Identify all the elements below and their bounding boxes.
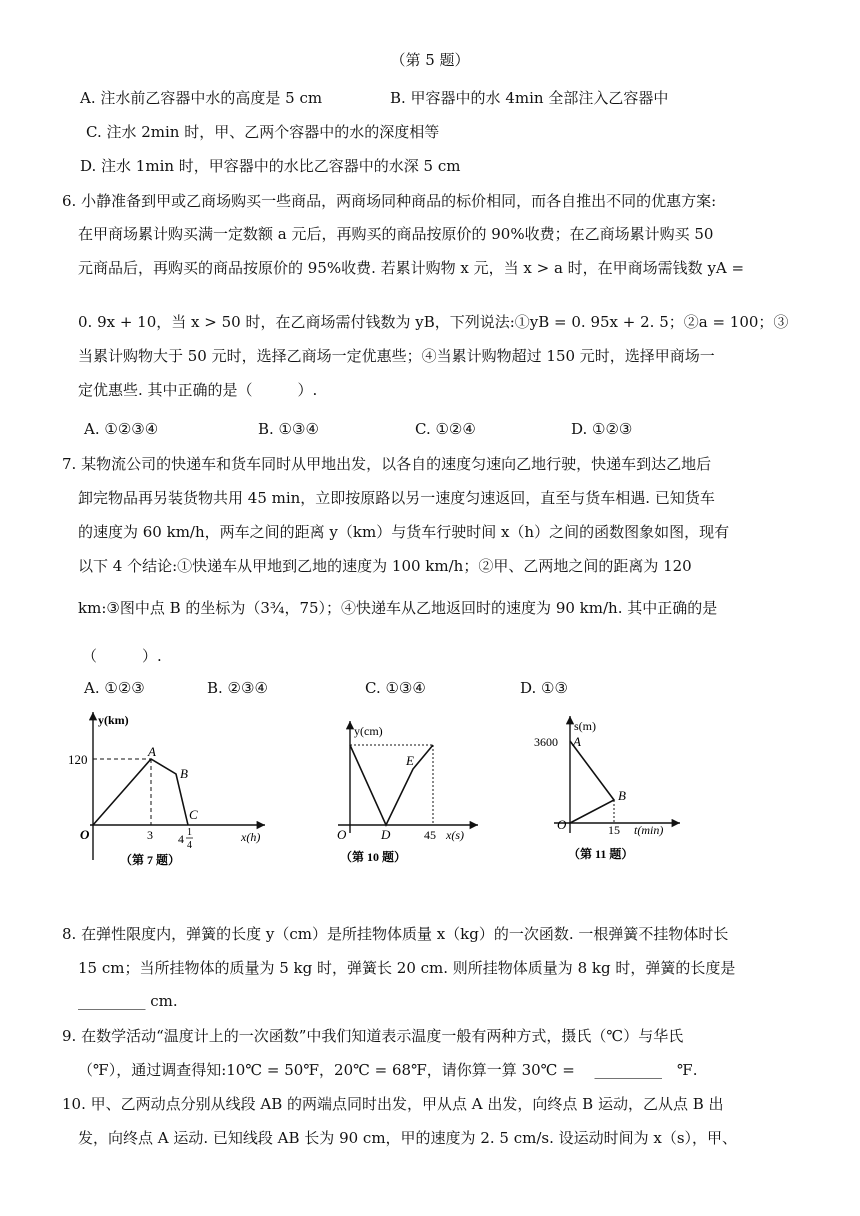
fig7-point-a: A xyxy=(148,744,156,759)
fig7-x3: 3 xyxy=(147,828,153,842)
fig7-y120: 120 xyxy=(68,752,88,767)
fig7-x4: 4 xyxy=(178,832,184,846)
fig10-x45: 45 xyxy=(424,828,436,842)
fig7-graph-line xyxy=(93,759,188,825)
q5-option-a: A. 注水前乙容器中水的高度是 5 cm xyxy=(80,89,323,107)
q7-line-2: 卸完物品再另装货物共用 45 min，立即按原路以另一速度匀速返回，直至与货车相遇. 已知货车 xyxy=(78,489,715,507)
fig10-xlabel: x(s) xyxy=(446,828,464,842)
q6-line-1: 6. 小静准备到甲或乙商场购买一些商品，两商场同种商品的标价相同，而各自推出不同的优惠方案: xyxy=(62,192,717,210)
q9-line-2: （℉），通过调查得知:10℃ = 50℉，20℃ = 68℉，请你算一算 30℃ = _________ ℉. xyxy=(78,1061,698,1079)
q10-line-2: 发，向终点 A 运动. 已知线段 AB 长为 90 cm，甲的速度为 2. 5 cm/s. 设运动时间为 x（s），甲、 xyxy=(78,1129,738,1147)
q6-line-3: 元商品后，再购买的商品按原价的 95%收费. 若累计购物 x 元，当 x > a 时，在甲商场需钱数 yA = xyxy=(78,259,745,277)
figure-10 xyxy=(320,715,510,875)
q6-line-2: 在甲商场累计购买满一定数额 a 元后，再购买的商品按原价的 90%收费；在乙商场累计购买 50 xyxy=(78,225,714,243)
fig11-point-b: B xyxy=(618,788,626,803)
fig11-x15: 15 xyxy=(608,823,620,837)
q6-line-5: 当累计购物大于 50 元时，选择乙商场一定优惠些；④当累计购物超过 150 元时，选择甲商场一 xyxy=(78,347,715,365)
q8-line-2: 15 cm；当所挂物体的质量为 5 kg 时，弹簧长 20 cm. 则所挂物体质量为 8 kg 时，弹簧的长度是 xyxy=(78,959,736,977)
q6-line-4: 0. 9x + 10，当 x > 50 时，在乙商场需付钱数为 yB，下列说法:①yB = 0. 95x + 2. 5；②a = 100；③ xyxy=(78,313,789,331)
q7-line-5: km:③图中点 B 的坐标为（3¾，75）；④快递车从乙地返回时的速度为 90 km/h. 其中正确的是 xyxy=(78,599,718,617)
q7-line-6: （ ）. xyxy=(82,647,162,665)
figure-7 xyxy=(60,700,280,875)
fig11-origin: O xyxy=(557,817,567,832)
fig10-graph-line xyxy=(350,745,433,825)
fig7-frac-den: 4 xyxy=(187,840,192,851)
fig11-xlabel: t(min) xyxy=(634,823,664,837)
fig11-point-a: A xyxy=(573,734,581,749)
fig7-origin: O xyxy=(80,827,90,842)
fig10-point-e: E xyxy=(406,753,414,768)
fig10-caption: （第 10 题） xyxy=(340,850,407,864)
fig11-y3600: 3600 xyxy=(534,735,558,749)
fig10-point-d: D xyxy=(381,827,391,842)
fig7-point-c: C xyxy=(189,807,198,822)
q6-option-b: B. ①③④ xyxy=(258,420,319,438)
q7-option-a: A. ①②③ xyxy=(84,679,145,697)
fig7-ylabel: y(km) xyxy=(98,713,129,727)
fig7-xlabel: x(h) xyxy=(241,830,261,844)
q7-option-b: B. ②③④ xyxy=(207,679,268,697)
q7-line-1: 7. 某物流公司的快递车和货车同时从甲地出发，以各自的速度匀速向乙地行驶，快递车到达乙地后 xyxy=(62,455,712,473)
q10-line-1: 10. 甲、乙两动点分别从线段 AB 的两端点同时出发，甲从点 A 出发，向终点 B 运动，乙从点 B 出 xyxy=(62,1095,724,1113)
q6-option-c: C. ①②④ xyxy=(415,420,476,438)
q7-option-d: D. ①③ xyxy=(520,679,568,697)
fig7-caption: （第 7 题） xyxy=(120,853,181,867)
q9-line-1: 9. 在数学活动“温度计上的一次函数”中我们知道表示温度一般有两种方式，摄氏（℃）与华氏 xyxy=(62,1027,684,1045)
q7-option-c: C. ①③④ xyxy=(365,679,426,697)
q5-option-b: B. 甲容器中的水 4min 全部注入乙容器中 xyxy=(390,89,669,107)
q5-option-d: D. 注水 1min 时，甲容器中的水比乙容器中的水深 5 cm xyxy=(80,157,461,175)
q8-line-3: _________ cm. xyxy=(78,992,178,1010)
q5-caption: （第 5 题） xyxy=(390,51,470,69)
fig10-origin: O xyxy=(337,827,347,842)
fig10-ylabel: y(cm) xyxy=(354,724,383,738)
q8-line-1: 8. 在弹性限度内，弹簧的长度 y（cm）是所挂物体质量 x（kg）的一次函数. 一根弹簧不挂物体时长 xyxy=(62,925,729,943)
q6-option-d: D. ①②③ xyxy=(571,420,633,438)
q7-line-4: 以下 4 个结论:①快递车从甲地到乙地的速度为 100 km/h；②甲、乙两地之间的距离为 120 xyxy=(78,557,692,575)
figure-11 xyxy=(530,708,700,868)
fig11-caption: （第 11 题） xyxy=(568,847,634,861)
q5-option-c: C. 注水 2min 时，甲、乙两个容器中的水的深度相等 xyxy=(86,123,440,141)
q7-line-3: 的速度为 60 km/h，两车之间的距离 y（km）与货车行驶时间 x（h）之间的函数图象如图，现有 xyxy=(78,523,730,541)
fig11-graph-line xyxy=(570,741,614,823)
fig11-ylabel: s(m) xyxy=(574,719,596,733)
fig7-point-b: B xyxy=(180,766,188,781)
fig7-frac-num: 1 xyxy=(187,827,192,838)
q6-line-6: 定优惠些. 其中正确的是（ ）. xyxy=(78,381,318,399)
q6-option-a: A. ①②③④ xyxy=(84,420,159,438)
